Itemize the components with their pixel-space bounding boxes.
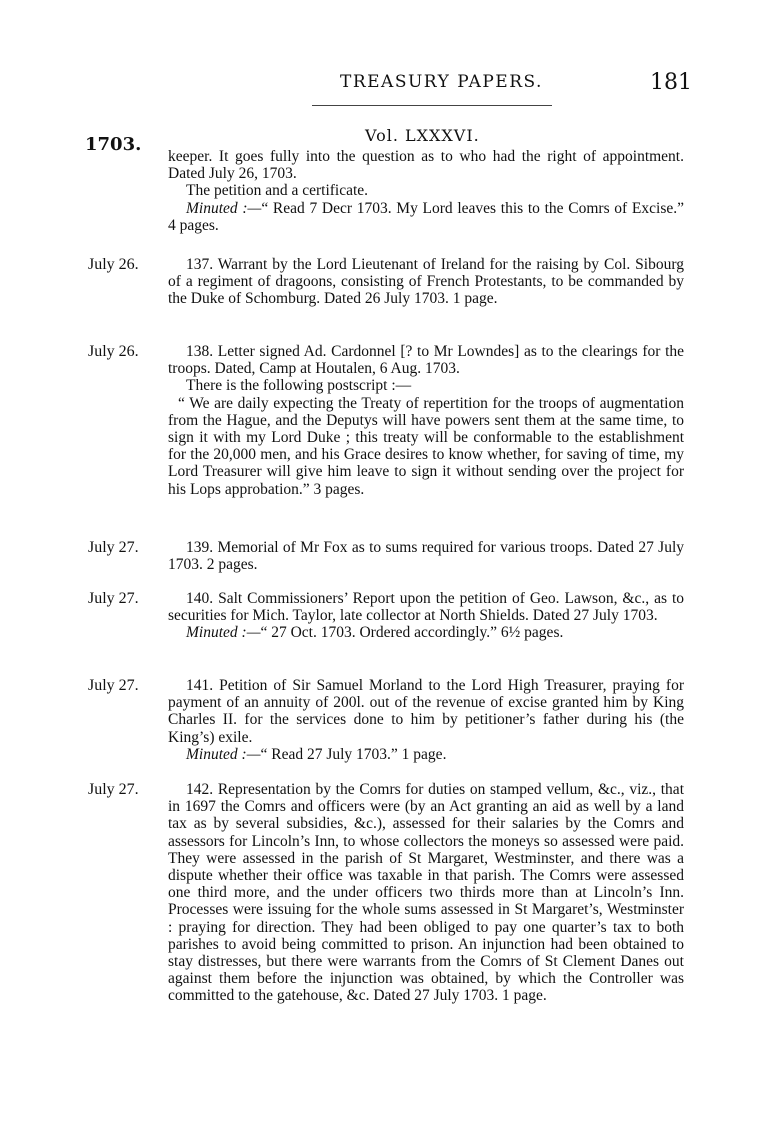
entry-minute [168,746,684,763]
entry-text: Petition of Sir Samuel Morland to the Lord High Treasurer, praying for payment of an annuity of 200l. out of the revenue of excise granted him by King Charles II. for the services done to him by petitioner’s father during his (the King’s) exile. [168,677,685,746]
entry-text: Memorial of Mr Fox as to sums required for various troops. Dated 27 July 1703. 2 pages. [168,539,684,574]
entry-paragraph [168,677,684,746]
minute-text: “ Read 7 Decr 1703. My Lord leaves this to the Comrs of Excise.” 4 pages. [168,199,684,234]
entry-minute [168,624,684,641]
year-marginal: 1703. [85,134,142,155]
entry-paragraph [168,539,684,573]
entry-138 [168,343,684,498]
minute-label: Minuted :— [186,624,261,642]
entry-paragraph [168,343,684,377]
page-number: 181 [650,70,692,95]
entry-137 [168,256,684,308]
entry-number: 139. [186,539,214,556]
volume-heading: Vol. LXXXVI. [365,126,480,145]
minute-text: “ 27 Oct. 1703. Ordered accordingly.” 6½ pages. [260,624,564,642]
entry-paragraph [168,256,684,308]
entry-paragraph [168,590,684,624]
entry-number: 138. [186,343,214,360]
entry-number: 137. [186,256,214,273]
continuation-minute [168,200,684,234]
entry-140 [168,590,684,642]
running-title: TREASURY PAPERS. [340,72,543,92]
entry-number: 141. [186,677,214,694]
entry-note: There is the following postscript :— [186,377,412,395]
entry-date: July 26. [88,256,139,273]
entry-number: 142. [186,781,214,798]
entry-date: July 27. [88,781,139,798]
continuation-entry [168,148,684,234]
entry-142 [168,781,684,1005]
entry-139 [168,539,684,573]
entry-quote: “ We are daily expecting the Treaty of repertition for the troops of augmentation from the Hague, and the Deputys will have powers sent them at the same time, to sign it with my Lord Duke ; this treaty will be conformable to the establishment for the 20,000 men, and his Grace desires to know whether, for saving of time, my Lord Treasurer will give him leave to sign it without sending over the project for his Lops approbation.” 3 pages. [168,394,684,498]
entry-141 [168,677,684,763]
entry-date: July 27. [88,677,139,694]
minute-text: “ Read 27 July 1703.” 1 page. [260,745,447,763]
entry-date: July 27. [88,590,139,607]
entry-text: Letter signed Ad. Cardonnel [? to Mr Lowndes] as to the clearings for the troops. Dated, Camp at Houtalen, 6 Aug. 1703. [168,343,685,378]
continuation-text: keeper. It goes fully into the question as to who had the right of appointment. Dated July 26, 1703. [168,148,684,183]
entry-text: Representation by the Comrs for duties on stamped vellum, &c., viz., that in 1697 the Comrs and officers were (by an Act granting an aid as well by a land tax as by several subsidies, &c.), assessed for their salaries by the Comrs and assessors for Lincoln’s Inn, to whose collectors the moneys so assessed were paid. They were assessed in the parish of St Margaret, Westminster, and there was a dispute whether their office was taxable in that parish. The Comrs were assessed one third more, and the under officers two thirds more than at Lincoln’s Inn. Processes were issuing for the whole sums assessed in St Margaret’s, Westminster : praying for direction. They had been obliged to pay one quarter’s tax to both parishes to avoid being committed to prison. An injunction had been obtained to stay distresses, but there were warrants from the Comrs of St Clement Danes out against them before the injunction was obtained, by which the Controller was committed to the gatehouse, &c. Dated 27 July 1703. 1 page. [168,781,684,1005]
entry-number: 140. [186,590,214,607]
entry-text: Salt Commissioners’ Report upon the petition of Geo. Lawson, &c., as to securities for Mich. Taylor, late collector at North Shields. Dated 27 July 1703. [168,590,685,625]
entry-text: Warrant by the Lord Lieutenant of Ireland for the raising by Col. Sibourg of a regiment of dragoons, consisting of French Protestants, to be commanded by the Duke of Schomburg. Dated 26 July 1703. 1 page. [168,256,684,308]
header-rule [312,105,552,106]
entry-paragraph [168,781,684,1005]
continuation-note: The petition and a certificate. [186,182,369,200]
minute-label: Minuted :— [186,199,262,217]
entry-date: July 26. [88,343,139,360]
entry-date: July 27. [88,539,139,556]
minute-label: Minuted :— [186,745,261,763]
